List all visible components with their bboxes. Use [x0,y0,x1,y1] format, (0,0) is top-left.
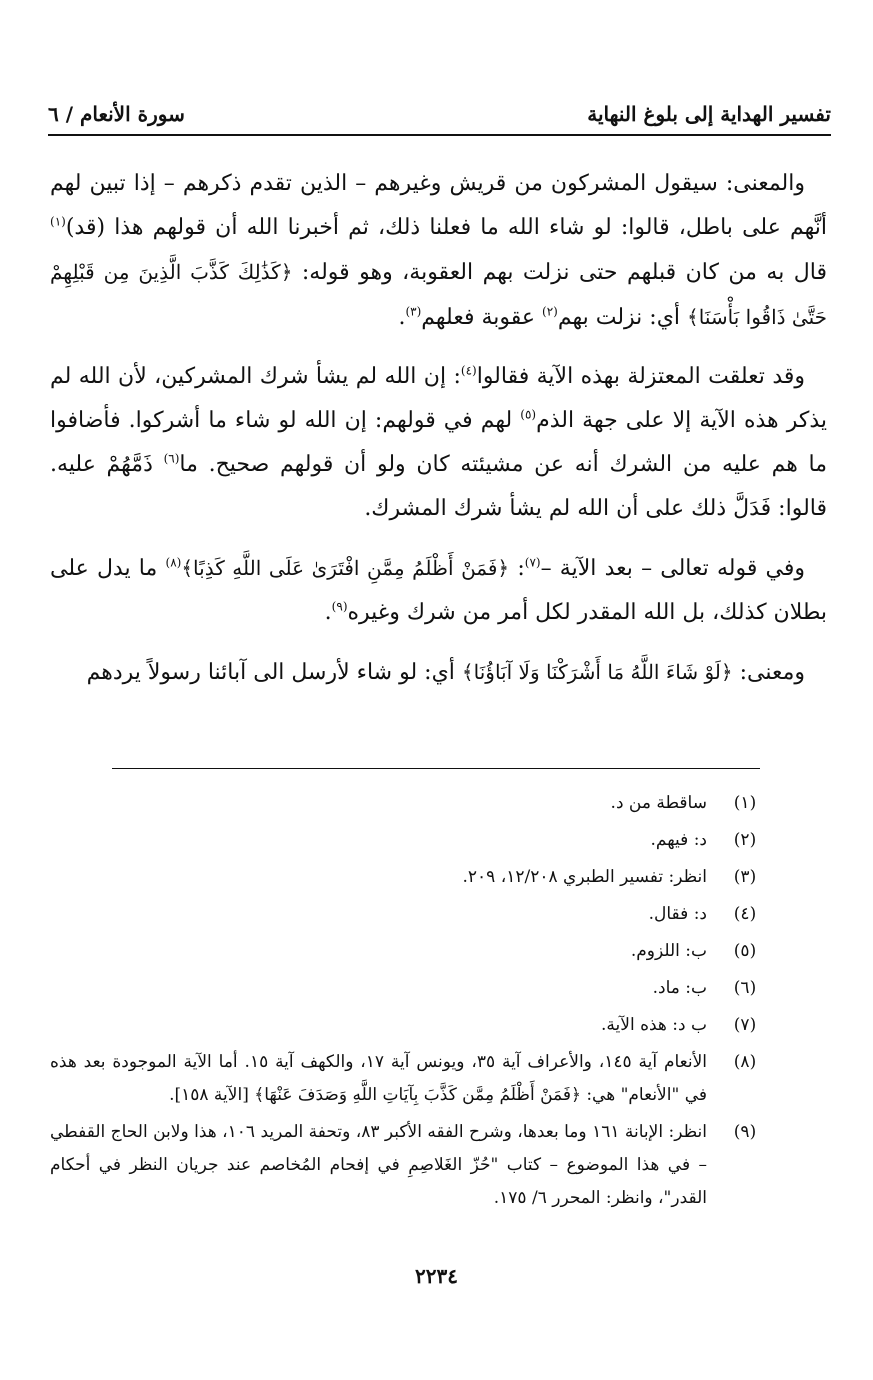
surah-label: سورة الأنعام / ٦ [48,102,185,126]
footnote-text: ساقطة من د. [610,793,707,813]
footnote-number: (٢) [733,830,757,850]
footnote-text: انظر: الإبانة ١٦١ وما بعدها، وشرح الفقه الأكبر ٨٣، وتحفة المريد ١٠٦، هذا ولابن الحاج القفطي – في هذا الموضوع – كتاب "حُزّ الغَلاصِمِ في إفحام المُخاصم عند جريان النظر في أحكام القدر"، وانظر: المحرر ٦/ ١٧٥. [50,1122,708,1208]
text-run: : [509,556,525,581]
footnote-number: (٧) [733,1015,757,1035]
text-run: : إن الله لم يشأ شرك المشركين، لأن الله لم يذكر هذه الآية إلا على جهة الذم [50,364,828,433]
footnote-ref: (٣) [405,304,422,319]
footnote-text: د: فقال. [648,904,707,924]
footnote-text: ب د: هذه الآية. [601,1015,707,1035]
text-run: أي: نزلت بهم [557,305,688,330]
text-run: والمعنى: سيقول المشركون من قريش وغيرهم – الذين تقدم ذكرهم – إذا تبين لهم أنَّهم على باطل، قالوا: لو شاء الله ما فعلنا ذلك، ثم أخبرنا الله أن قولهم هذا (قد) [50,171,827,240]
text-run: . [324,600,332,625]
text-run: . [398,305,406,330]
text-run: لهم في قولهم: إن الله لو شاء ما أشركوا. فأضافوا ما هم عليه من الشرك أنه عن مشيئته كان ولو أن قولهم صحيح. ما [50,408,828,477]
footnote-text: انظر: تفسير الطبري ١٢/٢٠٨، ٢٠٩. [462,867,707,887]
footnote-number: (١) [733,793,757,813]
paragraph-3 [50,546,827,635]
footnote-number: (٩) [733,1122,757,1142]
footnote-ref: (١) [50,214,66,229]
footnote-number: (٨) [733,1052,757,1072]
text-run: قال به من كان قبلهم حتى نزلت بهم العقوبة، وهو قوله: [292,260,827,285]
footnote-ref: (٦) [163,451,180,466]
book-title: تفسير الهداية إلى بلوغ النهاية [587,102,831,126]
footnote-number: (٤) [733,904,757,924]
footnote-ref: (٥) [520,407,537,422]
paragraph-1 [50,162,827,340]
footnote-ref: (٩) [331,599,348,614]
footnote-9 [50,1116,765,1215]
footnote-ref: (٨) [165,555,182,570]
text-run: وقد تعلقت المعتزلة بهذه الآية فقالوا [476,364,806,389]
footnote-divider [112,768,760,769]
footnote-text: الأنعام آية ١٤٥، والأعراف آية ٣٥، ويونس آية ١٧، والكهف آية ١٥. أما الآية الموجودة بعد هذه في "الأنعام" هي: ﴿فَمَنْ أَظْلَمُ مِمَّن كَذَّبَ بِآيَاتِ اللَّهِ وَصَدَفَ عَنْهَا﴾ [الآية ١٥٨]. [50,1052,708,1105]
footnote-6 [50,972,765,1005]
footnote-ref: (٤) [460,363,477,378]
footnote-3 [50,861,765,894]
footnote-4 [50,898,765,931]
footnote-2 [50,824,765,857]
text-run: ومعنى: [732,660,805,685]
footnote-5 [50,935,765,968]
footnote-1 [50,787,765,820]
footnote-number: (٥) [733,941,757,961]
footnote-number: (٣) [733,867,757,887]
text-run: أي: لو شاء لأرسل الى آبائنا رسولاً يردهم [86,660,462,685]
footnote-ref: (٢) [542,304,558,319]
footnote-7 [50,1009,765,1042]
page-number: ٢٢٣٤ [415,1264,458,1288]
text-run: عقوبة فعلهم [421,305,542,330]
footnote-number: (٦) [733,978,757,998]
quran-verse: ﴿فَمَنْ أَظْلَمُ مِمَّنِ افْتَرَىٰ عَلَى اللَّهِ كَذِبًا﴾ [181,556,510,580]
quran-verse: ﴿لَوْ شَاءَ اللَّهُ مَا أَشْرَكْنَا وَلَا آبَاؤُنَا﴾ [461,660,733,684]
text-run: ما يدل على بطلان كذلك، بل الله المقدر لكل أمر من شرك وغيره [50,556,827,625]
footnote-text: د: فيهم. [650,830,707,850]
paragraph-4 [50,650,827,695]
quran-verse: ﴿كَذَٰلِكَ كَذَّبَ الَّذِينَ مِن قَبْلِهِمْ حَتَّىٰ ذَاقُوا بَأْسَنَا﴾ [50,260,827,329]
text-run: وفي قوله تعالى – بعد الآية – [540,556,806,581]
main-text [50,162,827,710]
footnote-8 [50,1046,765,1112]
footnote-text: ب: اللزوم. [630,941,707,961]
paragraph-2 [50,355,827,531]
text-run: ذَمَّهُمْ عليه. قالوا: فَدَلَّ ذلك على أن الله لم يشأ شرك المشرك. [50,452,827,521]
footnote-ref: (٧) [524,555,541,570]
footnote-text: ب: ماد. [652,978,707,998]
running-header [48,100,831,136]
footnotes [50,787,765,1219]
